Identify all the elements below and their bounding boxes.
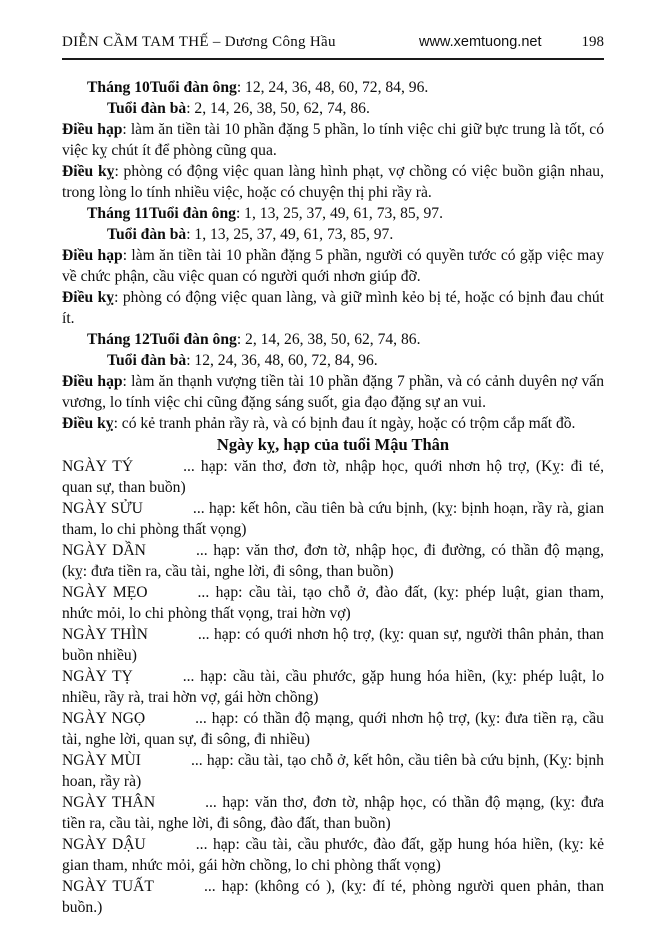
day-label: NGÀY DẬU: [62, 836, 146, 853]
day-text: ... hạp: cầu tài, cầu phước, gặp hung hóa hiền, (kỵ: phép luật, lo nhiều, rầy rà, trai hờn vợ, gái hờn chồng): [62, 668, 604, 706]
website-url: www.xemtuong.net: [418, 34, 542, 50]
day-text: ... hạp: (không có ), (kỵ: đí té, phòng người quen phản, than buồn.): [62, 878, 604, 916]
day-text: ... hạp: cầu tài, tạo chỗ ở, đào đất, (kỵ: phép luật, gian tham, nhức mỏi, lo chi phòng thất vọng, trai hờn vợ): [62, 584, 604, 622]
ky-text: : phòng có động việc quan làng hình phạt, vợ chồng có việc buồn giận nhau, trong lòng lo tính nhiều việc, hoặc có chuyện thị phi rầy rà.: [62, 163, 604, 201]
hap-text: : làm ăn tiền tài 10 phần đặng 5 phần, lo tính việc chi giữ bực trung là tốt, có việc kỵ chút ít để phòng cũng qua.: [62, 121, 605, 159]
day-entry: [62, 582, 604, 624]
month-men-label: Tháng 11Tuổi đàn ông: [87, 205, 236, 222]
month-hap-paragraph: [62, 245, 604, 287]
month-men-label: Tháng 10Tuổi đàn ông: [87, 79, 237, 96]
day-entry: [62, 498, 604, 540]
day-label: NGÀY TÝ: [62, 458, 134, 475]
month-women-line: [62, 98, 604, 119]
month-women-values: : 2, 14, 26, 38, 50, 62, 74, 86.: [186, 100, 370, 117]
month-women-label: Tuổi đàn bà: [107, 226, 187, 243]
day-entry: [62, 624, 604, 666]
day-entry: [62, 708, 604, 750]
month-women-label: Tuổi đàn bà: [107, 100, 187, 117]
day-label: NGÀY TUẤT: [62, 878, 154, 895]
book-title: DIỄN CẦM TAM THẾ – Dương Công Hầu: [62, 34, 336, 50]
day-label: NGÀY DẦN: [62, 542, 146, 559]
day-label: NGÀY TỴ: [62, 668, 133, 685]
month-men-label: Tháng 12Tuổi đàn ông: [87, 331, 237, 348]
hap-label: Điều hạp: [62, 373, 123, 390]
ky-label: Điều kỵ: [62, 163, 115, 180]
month-women-values: : 1, 13, 25, 37, 49, 61, 73, 85, 97.: [186, 226, 394, 243]
day-label: NGÀY NGỌ: [62, 710, 146, 727]
day-entry: [62, 456, 604, 498]
page-number: 198: [581, 34, 604, 50]
day-entry: [62, 750, 604, 792]
day-label: NGÀY THÂN: [62, 794, 156, 811]
day-text: ... hạp: văn thơ, đơn tờ, nhập học, đi đường, có thần độ mạng, (kỵ: đưa tiền ra, cầu tài, nghe lời, đi sông, than buồn): [62, 542, 604, 580]
ky-label: Điều kỵ: [62, 415, 114, 432]
day-label: NGÀY THÌN: [62, 626, 148, 643]
day-text: ... hạp: cầu tài, tạo chỗ ở, kết hôn, cầu tiên bà cứu bịnh, (Kỵ: bịnh hoan, rầy rà): [62, 752, 604, 790]
day-text: ... hạp: cầu tài, cầu phước, đào đất, gặp hung hóa hiền, (kỵ: kẻ gian tham, nhức mỏi, gái hờn chồng, lo chi phòng thất vọng): [62, 836, 604, 874]
day-list: [62, 456, 604, 918]
ky-label: Điều kỵ: [62, 289, 115, 306]
month-hap-paragraph: [62, 371, 604, 413]
month-women-values: : 12, 24, 36, 48, 60, 72, 84, 96.: [186, 352, 378, 369]
hap-label: Điều hạp: [62, 247, 123, 264]
header-rule: [62, 58, 604, 60]
day-text: ... hạp: có thần độ mạng, quới nhơn hộ trợ, (kỵ: đưa tiền rạ, cầu tài, nghe lời, quan sự, đi sông, đi nhiều): [62, 710, 604, 748]
ky-text: : phòng có động việc quan làng, và giữ mình kẻo bị té, hoặc có bịnh đau chút ít.: [62, 289, 604, 327]
page-header: [62, 34, 604, 51]
day-text: ... hạp: có quới nhơn hộ trợ, (kỵ: quan sự, người thân phản, than buồn nhiều): [62, 626, 604, 664]
ky-text: : có kẻ tranh phản rầy rà, và có bịnh đau ít ngày, hoặc có trộm cắp mất đồ.: [113, 415, 576, 432]
month-sections: [62, 77, 604, 434]
hap-text: : làm ăn tiền tài 10 phần đặng 5 phần, người có quyền tước có gặp việc may về chức phận, cầu việc quan có người quới nhơn giúp đỡ.: [62, 247, 604, 285]
month-hap-paragraph: [62, 119, 604, 161]
day-label: NGÀY SỬU: [62, 500, 143, 517]
month-men-line: [62, 203, 604, 224]
month-ky-paragraph: [62, 161, 604, 203]
month-women-line: [62, 350, 604, 371]
month-women-line: [62, 224, 604, 245]
day-entry: [62, 792, 604, 834]
hap-label: Điều hạp: [62, 121, 123, 138]
day-text: ... hạp: văn thơ, đơn tờ, nhập học, quới nhơn hộ trợ, (Kỵ: đi té, quan sự, than buồn): [62, 458, 605, 496]
month-ky-paragraph: [62, 287, 604, 329]
month-women-label: Tuổi đàn bà: [107, 352, 187, 369]
month-men-values: : 2, 14, 26, 38, 50, 62, 74, 86.: [236, 331, 421, 348]
day-entry: [62, 876, 604, 918]
hap-text: : làm ăn thạnh vượng tiền tài 10 phần đặng 7 phần, và có cảnh duyên nợ vấn vương, lo tính việc chi cũng đặng sáng suốt, gia đạo đặng sự an vui.: [62, 373, 604, 411]
month-men-values: : 1, 13, 25, 37, 49, 61, 73, 85, 97.: [235, 205, 444, 222]
day-entry: [62, 834, 604, 876]
day-text: ... hạp: kết hôn, cầu tiên bà cứu bịnh, (kỵ: bịnh hoạn, rầy rà, gian tham, lo chi phòng thất vọng): [62, 500, 604, 538]
month-men-line: [62, 329, 604, 350]
page-body: [62, 77, 604, 918]
header-right: [419, 34, 604, 51]
month-ky-paragraph: [62, 413, 604, 434]
day-label: NGÀY MẸO: [62, 584, 148, 601]
section-heading: Ngày kỵ, hạp của tuổi Mậu Thân: [216, 435, 450, 454]
month-men-line: [62, 77, 604, 98]
day-entry: [62, 666, 604, 708]
day-text: ... hạp: văn thơ, đơn tờ, nhập học, có thần độ mạng, (kỵ: đưa tiền ra, cầu tài, nghe lời, đi sông, đào đất, than buồn): [62, 794, 604, 832]
month-men-values: : 12, 24, 36, 48, 60, 72, 84, 96.: [236, 79, 429, 96]
day-entry: [62, 540, 604, 582]
day-label: NGÀY MÙI: [62, 752, 141, 769]
